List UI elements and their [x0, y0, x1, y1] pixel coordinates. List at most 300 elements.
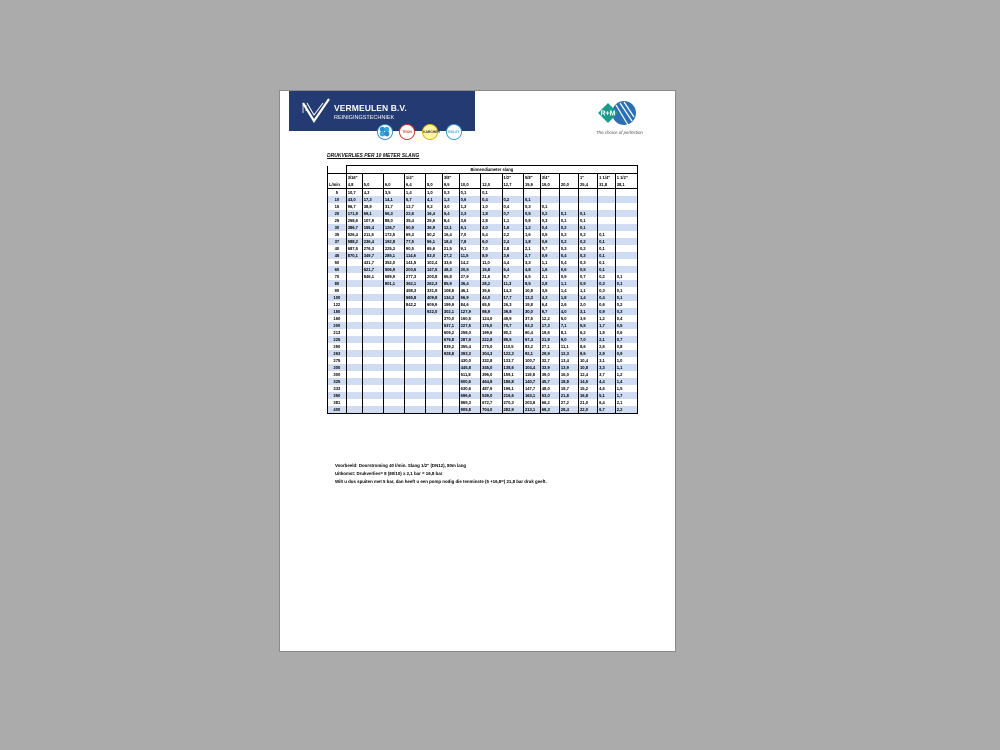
pressure-loss-cell: 28,4: [559, 406, 578, 414]
mm-size-header: 8,0: [426, 181, 443, 189]
pressure-loss-cell: 12,1: [442, 224, 459, 231]
table-row: [328, 357, 638, 364]
pressure-loss-cell: 0,6: [615, 329, 637, 336]
pressure-loss-cell: 588,2: [346, 238, 362, 245]
pressure-loss-cell: [362, 336, 383, 343]
group-header: Binnendiameter slang: [346, 166, 637, 174]
pressure-loss-cell: 0,1: [598, 259, 616, 266]
pressure-loss-cell: 45,7: [540, 378, 559, 385]
brand-badge-1: [377, 124, 393, 140]
pressure-loss-cell: 687,5: [346, 245, 362, 252]
pressure-loss-cell: [346, 371, 362, 378]
pressure-loss-cell: 4,4: [502, 259, 523, 266]
pressure-loss-cell: 0,4: [559, 259, 578, 266]
pressure-loss-cell: 7,0: [459, 231, 480, 238]
pressure-loss-cell: [404, 343, 425, 350]
pressure-loss-cell: 27,1: [540, 343, 559, 350]
pressure-loss-cell: 46,1: [459, 287, 480, 294]
pressure-loss-cell: 846,1: [362, 273, 383, 280]
pressure-loss-cell: [615, 231, 637, 238]
pressure-loss-cell: [598, 203, 616, 210]
pressure-loss-cell: [426, 392, 443, 399]
pressure-loss-cell: 3,0: [442, 203, 459, 210]
pressure-loss-cell: 107,9: [362, 217, 383, 224]
table-row: [328, 308, 638, 315]
pressure-loss-cell: 0,9: [598, 308, 616, 315]
pressure-loss-cell: [346, 392, 362, 399]
pressure-loss-cell: [426, 357, 443, 364]
pressure-loss-cell: [404, 315, 425, 322]
pressure-loss-cell: [404, 371, 425, 378]
pressure-loss-cell: 7,8: [459, 238, 480, 245]
pressure-loss-cell: 33,9: [540, 364, 559, 371]
pressure-loss-cell: [362, 315, 383, 322]
pressure-loss-cell: 0,3: [579, 259, 598, 266]
pressure-loss-cell: 83,0: [426, 252, 443, 259]
pressure-loss-cell: 362,1: [404, 280, 425, 287]
pressure-loss-cell: 464,8: [481, 378, 502, 385]
table-row: [328, 217, 638, 224]
pressure-loss-cell: [362, 287, 383, 294]
pressure-loss-cell: [383, 364, 404, 371]
pressure-loss-cell: 431,7: [362, 259, 383, 266]
pressure-loss-cell: [404, 399, 425, 406]
pressure-loss-cell: 83,2: [523, 343, 540, 350]
pressure-loss-cell: [362, 371, 383, 378]
pressure-loss-table: [327, 165, 638, 414]
pressure-loss-cell: 213,1: [523, 406, 540, 414]
pressure-loss-cell: [404, 392, 425, 399]
document-page: [279, 90, 676, 652]
pressure-loss-cell: 32,7: [540, 357, 559, 364]
pressure-loss-cell: 0,1: [523, 196, 540, 203]
mm-size-header: 6,4: [404, 181, 425, 189]
table-row: [328, 273, 638, 280]
pressure-loss-cell: 3,5: [383, 189, 404, 197]
pressure-loss-cell: 0,4: [559, 252, 578, 259]
flow-rate-cell: 70: [328, 273, 347, 280]
clover-icon: [378, 125, 392, 139]
pressure-loss-cell: 0,3: [579, 252, 598, 259]
pressure-loss-cell: 0,8: [523, 217, 540, 224]
pressure-loss-cell: 6,0: [481, 238, 502, 245]
pressure-loss-cell: 2,0: [579, 301, 598, 308]
pressure-loss-cell: 302,1: [442, 308, 459, 315]
pressure-loss-cell: [346, 350, 362, 357]
table-row: [328, 322, 638, 329]
pressure-loss-cell: 0,1: [481, 189, 502, 197]
pressure-loss-cell: 48,0: [540, 385, 559, 392]
table-row: [328, 224, 638, 231]
pressure-loss-cell: 77,5: [404, 238, 425, 245]
pressure-loss-cell: 4,1: [426, 196, 443, 203]
pressure-loss-cell: 11,3: [502, 280, 523, 287]
pressure-loss-cell: 0,2: [540, 210, 559, 217]
pressure-loss-cell: 258,0: [459, 329, 480, 336]
flow-rate-cell: 325: [328, 378, 347, 385]
pressure-loss-cell: 12,2: [540, 315, 559, 322]
pressure-loss-cell: [346, 378, 362, 385]
pressure-loss-cell: 0,7: [615, 336, 637, 343]
pressure-loss-cell: [346, 266, 362, 273]
pressure-loss-cell: 9,5: [579, 350, 598, 357]
pressure-loss-cell: 122,3: [502, 350, 523, 357]
pressure-loss-cell: 216,6: [502, 392, 523, 399]
pressure-loss-cell: 0,1: [598, 238, 616, 245]
pressure-loss-cell: 67,4: [523, 336, 540, 343]
pressure-loss-cell: [346, 294, 362, 301]
pressure-loss-cell: 1,6: [502, 224, 523, 231]
pressure-loss-cell: 2,6: [559, 301, 578, 308]
pressure-loss-cell: [362, 385, 383, 392]
pressure-loss-cell: 276,3: [362, 245, 383, 252]
pressure-loss-cell: 0,1: [615, 273, 637, 280]
pressure-loss-cell: 196,1: [502, 385, 523, 392]
pressure-loss-cell: [383, 287, 404, 294]
pressure-loss-cell: 609,9: [426, 301, 443, 308]
pressure-loss-cell: 200,8: [426, 273, 443, 280]
pressure-loss-cell: [442, 364, 459, 371]
corner-cell: [328, 166, 347, 174]
pressure-loss-cell: 0,6: [598, 301, 616, 308]
inch-size-header: 3/4": [540, 174, 559, 182]
pressure-loss-cell: 50,9: [404, 224, 425, 231]
pressure-loss-cell: 69,1: [362, 210, 383, 217]
pressure-loss-cell: 10,4: [579, 357, 598, 364]
pressure-loss-cell: 0,4: [598, 294, 616, 301]
pressure-loss-cell: 901,1: [383, 280, 404, 287]
pressure-loss-cell: 114,6: [404, 252, 425, 259]
pressure-loss-cell: 12,7: [404, 203, 425, 210]
pressure-loss-cell: 14,3: [502, 287, 523, 294]
pressure-loss-cell: 0,3: [598, 280, 616, 287]
pressure-loss-cell: 92,1: [523, 350, 540, 357]
pressure-loss-cell: [383, 392, 404, 399]
pressure-loss-cell: [346, 336, 362, 343]
pressure-loss-cell: 0,2: [598, 273, 616, 280]
pressure-loss-cell: 0,6: [559, 266, 578, 273]
flow-rate-cell: 90: [328, 287, 347, 294]
pressure-loss-cell: [540, 189, 559, 197]
pressure-loss-cell: [426, 322, 443, 329]
pressure-loss-cell: 70,7: [502, 322, 523, 329]
pressure-loss-cell: 909,8: [459, 406, 480, 414]
pressure-loss-cell: [383, 329, 404, 336]
pressure-loss-cell: 2,2: [615, 406, 637, 414]
pressure-loss-cell: [346, 399, 362, 406]
document-title: DRUKVERLIES PER 10 METER SLANG: [327, 153, 420, 159]
pressure-loss-cell: [615, 266, 637, 273]
pressure-loss-cell: 5,4: [481, 231, 502, 238]
pressure-loss-cell: [559, 189, 578, 197]
inch-size-header: [383, 174, 404, 182]
pressure-loss-cell: [615, 224, 637, 231]
pressure-loss-cell: 21,5: [442, 245, 459, 252]
pressure-loss-cell: 15,2: [579, 385, 598, 392]
pressure-loss-cell: 0,4: [615, 315, 637, 322]
pressure-loss-cell: 21,8: [559, 392, 578, 399]
pressure-loss-cell: 3,9: [579, 315, 598, 322]
pressure-loss-cell: [615, 196, 637, 203]
pressure-loss-cell: 35,6: [481, 287, 502, 294]
pressure-loss-cell: [404, 329, 425, 336]
pressure-loss-cell: 6,5: [523, 273, 540, 280]
pressure-loss-cell: 38,9: [362, 203, 383, 210]
pressure-loss-cell: [383, 308, 404, 315]
pressure-loss-cell: 27,2: [559, 399, 578, 406]
pressure-loss-cell: 65,5: [481, 301, 502, 308]
pressure-loss-cell: 2,4: [502, 238, 523, 245]
pressure-loss-cell: 225,3: [383, 245, 404, 252]
table-row: [328, 371, 638, 378]
pressure-loss-cell: 869,3: [459, 399, 480, 406]
pressure-loss-cell: 0,5: [615, 322, 637, 329]
inch-size-header: 1": [579, 174, 598, 182]
pressure-loss-cell: 10,8: [579, 364, 598, 371]
pressure-loss-cell: 8,7: [502, 273, 523, 280]
pressure-loss-cell: [442, 371, 459, 378]
pressure-loss-cell: 458,3: [404, 287, 425, 294]
pressure-loss-cell: [442, 392, 459, 399]
pressure-loss-cell: [362, 322, 383, 329]
pressure-loss-cell: 0,3: [523, 203, 540, 210]
pressure-loss-cell: [442, 378, 459, 385]
pressure-loss-cell: 11,5: [459, 252, 480, 259]
pressure-loss-cell: [346, 280, 362, 287]
pressure-loss-cell: 1,8: [559, 294, 578, 301]
pressure-loss-cell: 0,2: [579, 238, 598, 245]
pressure-loss-cell: 20,5: [459, 266, 480, 273]
pressure-loss-cell: 133,7: [502, 357, 523, 364]
pressure-loss-cell: 0,2: [502, 196, 523, 203]
pressure-loss-cell: [383, 350, 404, 357]
pressure-loss-cell: [404, 336, 425, 343]
pressure-loss-cell: [615, 238, 637, 245]
pressure-loss-cell: 10,8: [523, 287, 540, 294]
pressure-loss-cell: 100,7: [523, 357, 540, 364]
pressure-loss-cell: 163,1: [523, 392, 540, 399]
pressure-loss-cell: [362, 399, 383, 406]
pressure-loss-cell: 222,8: [481, 336, 502, 343]
pressure-loss-cell: 186,8: [502, 378, 523, 385]
pressure-loss-cell: 842,2: [404, 301, 425, 308]
pressure-loss-cell: 3,6: [459, 217, 480, 224]
pressure-loss-cell: [346, 287, 362, 294]
pressure-loss-cell: [426, 385, 443, 392]
pressure-loss-cell: [362, 406, 383, 414]
mm-size-header: 9,5: [442, 181, 459, 189]
pressure-loss-cell: 29,9: [540, 350, 559, 357]
pressure-loss-cell: 4,0: [481, 224, 502, 231]
mm-size-header: 4,8: [346, 181, 362, 189]
pressure-loss-cell: 3,3: [598, 364, 616, 371]
pressure-loss-cell: 689,9: [383, 273, 404, 280]
pressure-loss-cell: 160,5: [459, 315, 480, 322]
table-row: [328, 315, 638, 322]
pressure-loss-cell: 8,6: [579, 343, 598, 350]
pressure-loss-cell: 0,5: [523, 210, 540, 217]
mm-size-header: 15,9: [523, 181, 540, 189]
pressure-loss-cell: [615, 210, 637, 217]
pressure-loss-cell: [383, 399, 404, 406]
pressure-loss-cell: 3,7: [598, 371, 616, 378]
pressure-loss-cell: [523, 189, 540, 197]
pressure-loss-cell: 102,4: [426, 259, 443, 266]
pressure-loss-cell: 4,6: [598, 385, 616, 392]
pressure-loss-cell: [362, 329, 383, 336]
flow-rate-cell: 300: [328, 371, 347, 378]
pressure-loss-cell: 48,3: [442, 266, 459, 273]
pressure-loss-cell: 609,2: [442, 329, 459, 336]
pressure-loss-cell: 211,5: [362, 231, 383, 238]
pressure-loss-cell: 13,4: [559, 357, 578, 364]
pressure-loss-cell: 8,5: [523, 280, 540, 287]
flow-rate-cell: 200: [328, 322, 347, 329]
company-name: VERMEULEN B.V.: [334, 103, 407, 113]
pressure-loss-cell: [540, 196, 559, 203]
mm-size-header: 20,0: [559, 181, 578, 189]
pressure-loss-cell: [404, 406, 425, 414]
pressure-loss-cell: 3,1: [579, 308, 598, 315]
pressure-loss-cell: 285,1: [383, 252, 404, 259]
pressure-loss-cell: 28,2: [481, 280, 502, 287]
pressure-loss-cell: 108,8: [442, 287, 459, 294]
inch-size-header: 3/16": [346, 174, 362, 182]
pressure-loss-cell: 155,4: [362, 224, 383, 231]
pressure-loss-cell: 0,2: [559, 238, 578, 245]
pressure-loss-cell: 35,4: [404, 217, 425, 224]
pressure-loss-cell: 199,9: [442, 301, 459, 308]
pressure-loss-cell: 14,1: [383, 196, 404, 203]
notes-block: [335, 462, 547, 486]
pressure-loss-cell: 3,3: [523, 259, 540, 266]
pressure-loss-cell: 176,0: [481, 322, 502, 329]
pressure-loss-cell: 43,0: [346, 196, 362, 203]
pressure-loss-cell: 511,8: [459, 371, 480, 378]
pressure-loss-cell: 88,0: [383, 217, 404, 224]
pressure-loss-cell: 2,6: [598, 343, 616, 350]
pressure-loss-cell: 352,0: [383, 259, 404, 266]
inch-size-header: 1 1/2": [615, 174, 637, 182]
inch-size-header: 3/8": [442, 174, 459, 182]
pressure-loss-cell: 696,6: [459, 392, 480, 399]
pressure-loss-cell: 140,7: [523, 378, 540, 385]
vermeulen-logo-icon: [301, 95, 331, 127]
pressure-loss-cell: [346, 364, 362, 371]
pressure-loss-cell: [615, 259, 637, 266]
pressure-loss-cell: 0,3: [540, 217, 559, 224]
pressure-loss-cell: [362, 392, 383, 399]
pressure-loss-cell: 0,9: [579, 280, 598, 287]
pressure-loss-cell: 16,4: [442, 231, 459, 238]
pressure-loss-cell: 355,4: [459, 343, 480, 350]
pressure-loss-cell: 1,2: [523, 224, 540, 231]
pressure-loss-cell: [362, 280, 383, 287]
pressure-loss-cell: 1,3: [442, 196, 459, 203]
pressure-loss-cell: 2,3: [459, 210, 480, 217]
pressure-loss-cell: [404, 308, 425, 315]
pressure-loss-cell: 1,6: [540, 266, 559, 273]
flow-rate-cell: 20: [328, 210, 347, 217]
note-result: Uitkomst: Drukverlies= 8 (80/10) x 2,1 bar = 16,8 bar: [335, 471, 443, 476]
pressure-loss-cell: 7,0: [579, 336, 598, 343]
pressure-loss-cell: [362, 294, 383, 301]
pressure-loss-cell: 0,1: [579, 217, 598, 224]
pressure-loss-cell: 203,6: [523, 399, 540, 406]
pressure-loss-cell: 0,6: [540, 238, 559, 245]
pressure-loss-cell: 16,0: [559, 371, 578, 378]
pressure-loss-cell: 0,1: [540, 203, 559, 210]
pressure-loss-cell: [383, 336, 404, 343]
pressure-loss-cell: [579, 189, 598, 197]
table-row: [328, 343, 638, 350]
pressure-loss-cell: 409,8: [426, 294, 443, 301]
pressure-loss-cell: 0,7: [579, 273, 598, 280]
table-row: [328, 252, 638, 259]
pressure-loss-cell: 0,9: [615, 350, 637, 357]
pressure-loss-cell: [346, 301, 362, 308]
pressure-loss-cell: 134,3: [442, 294, 459, 301]
pressure-loss-cell: 0,1: [598, 266, 616, 273]
pressure-loss-cell: 16,4: [426, 210, 443, 217]
pressure-loss-cell: [598, 210, 616, 217]
pressure-loss-cell: 31,7: [383, 203, 404, 210]
mm-size-header: 31,8: [598, 181, 616, 189]
pressure-loss-cell: 138,6: [502, 364, 523, 371]
pressure-loss-cell: 1,8: [481, 210, 502, 217]
pressure-loss-cell: 36,4: [459, 280, 480, 287]
pressure-loss-cell: [579, 203, 598, 210]
pressure-loss-cell: [598, 224, 616, 231]
pressure-loss-cell: 12,4: [579, 371, 598, 378]
pressure-loss-cell: [346, 315, 362, 322]
pressure-loss-cell: 98,9: [481, 308, 502, 315]
pressure-loss-cell: 39,8: [502, 308, 523, 315]
pressure-loss-cell: [426, 364, 443, 371]
pressure-loss-cell: 287,9: [459, 336, 480, 343]
pressure-loss-cell: 1,4: [579, 294, 598, 301]
pressure-loss-cell: 18,8: [559, 378, 578, 385]
pressure-loss-cell: 506,9: [383, 266, 404, 273]
flow-rate-cell: 150: [328, 308, 347, 315]
pressure-loss-cell: 5,1: [598, 392, 616, 399]
rm-logo-text: R+M: [600, 110, 616, 118]
pressure-loss-cell: [362, 350, 383, 357]
pressure-loss-cell: 53,0: [540, 392, 559, 399]
pressure-loss-cell: 5,4: [442, 210, 459, 217]
pressure-loss-cell: 0,5: [579, 266, 598, 273]
pressure-loss-cell: [383, 357, 404, 364]
pressure-loss-cell: 17,7: [502, 294, 523, 301]
pressure-loss-cell: 2,1: [598, 336, 616, 343]
pressure-loss-cell: 1,0: [426, 189, 443, 197]
pressure-loss-cell: 84,6: [459, 301, 480, 308]
pressure-loss-cell: [426, 350, 443, 357]
pressure-loss-cell: 0,2: [615, 301, 637, 308]
pressure-loss-cell: 19,8: [523, 301, 540, 308]
pressure-loss-cell: 2,1: [615, 399, 637, 406]
pressure-loss-cell: [426, 406, 443, 414]
pressure-loss-cell: 21,9: [540, 336, 559, 343]
flow-rate-cell: 225: [328, 336, 347, 343]
pressure-loss-cell: 36,9: [426, 224, 443, 231]
pressure-loss-cell: 56,3: [383, 210, 404, 217]
pressure-loss-cell: 0,7: [540, 245, 559, 252]
pressure-loss-cell: 600,6: [459, 378, 480, 385]
pressure-loss-cell: 6,2: [579, 329, 598, 336]
pressure-loss-cell: 0,3: [559, 245, 578, 252]
mm-size-header: 6,0: [383, 181, 404, 189]
